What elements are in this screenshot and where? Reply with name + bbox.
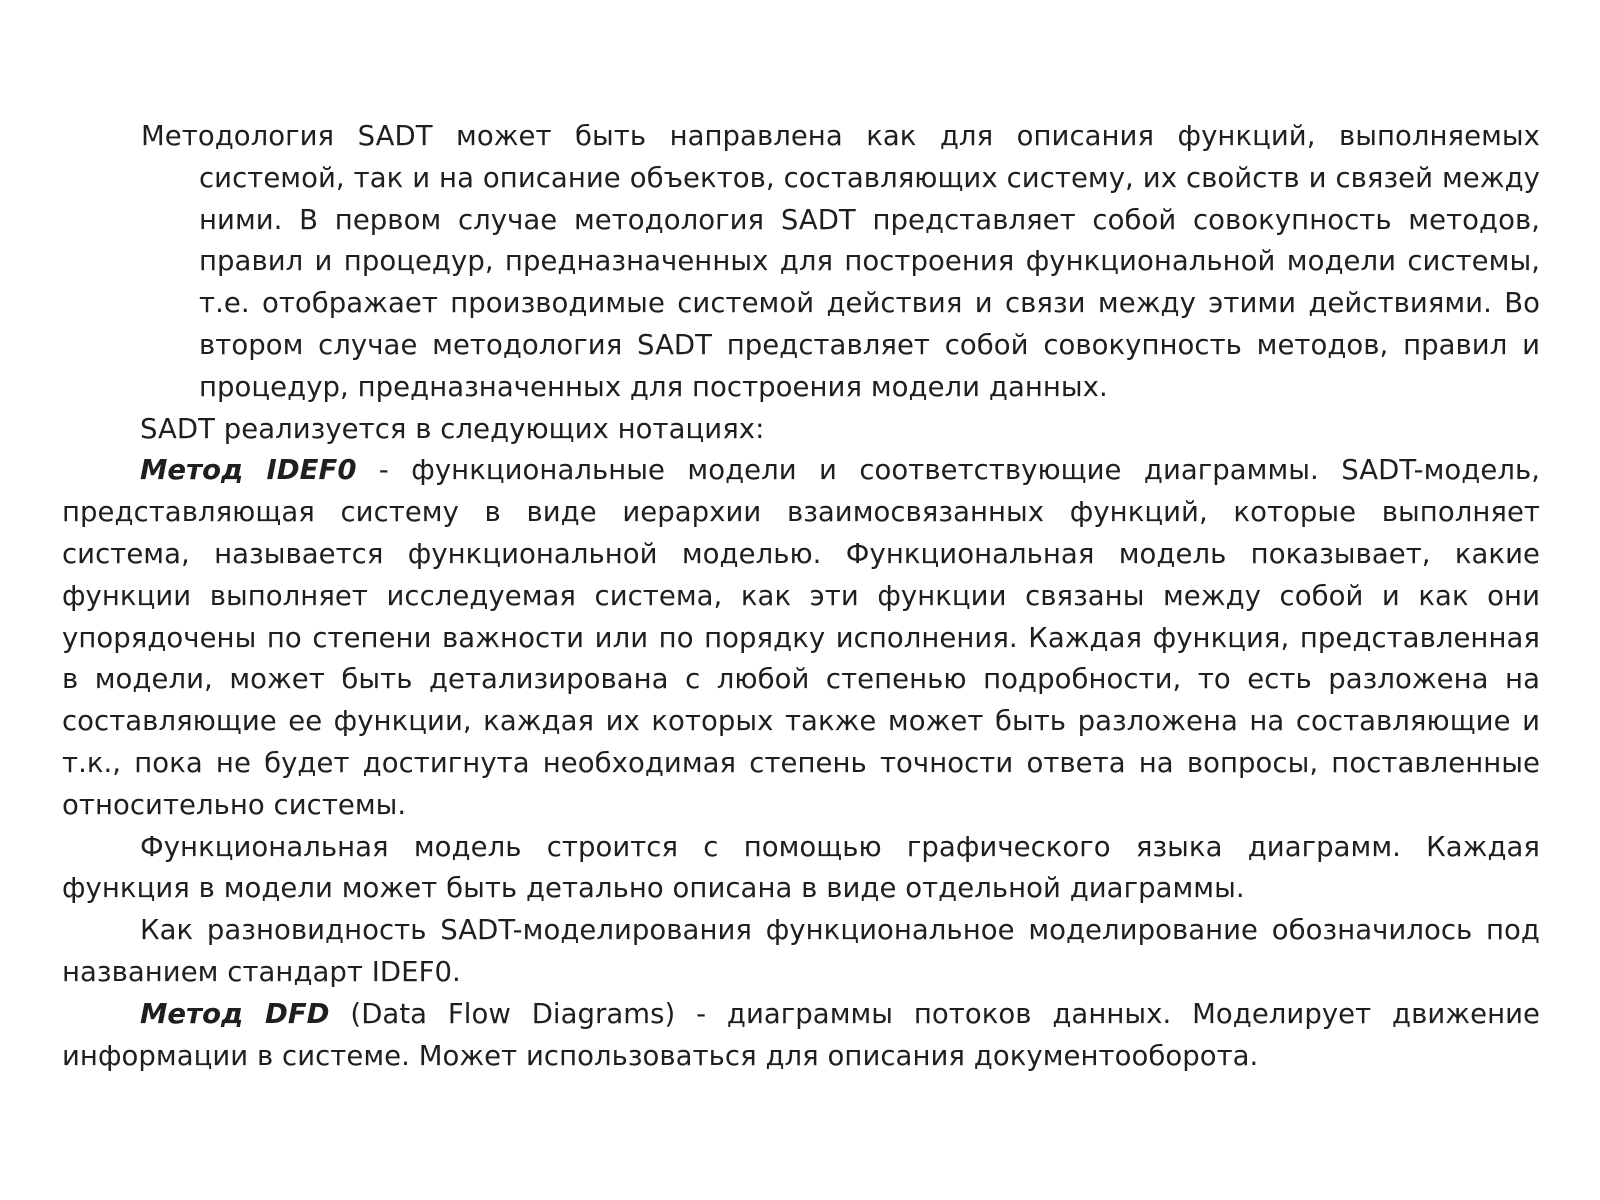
paragraph-text: Функциональная модель строится с помощью графического языка диаграмм. Каждая функция в модели может быть детально описана в виде отдельной диаграммы. — [62, 830, 1540, 905]
paragraph-sadt-methodology — [62, 116, 1540, 409]
paragraph-idef0-standard — [62, 910, 1540, 994]
document-page — [62, 116, 1540, 1077]
paragraph-text: Как разновидность SADT-моделирования функциональное моделирование обозначилось под названием стандарт IDEF0. — [62, 914, 1540, 988]
paragraph-text: SADT реализуется в следующих нотациях: — [140, 412, 765, 445]
paragraph-dfd — [62, 994, 1540, 1078]
term-idef0: Метод IDEF0 — [140, 454, 357, 487]
paragraph-functional-model — [62, 827, 1540, 911]
paragraph-sadt-notations — [62, 409, 1540, 451]
paragraph-idef0 — [62, 450, 1540, 826]
paragraph-text: Методология SADT может быть направлена как для описания функций, выполняемых системой, так и на описание объектов, составляющих систему, их свойств и связей между ними. В первом случае методология SADT представляет собой совокупность методов, правил и процедур, предназначенных для построения функциональной модели системы, т.е. отображает производимые системой действия и связи между этими действиями. Во втором случае методология SADT представляет собой совокупность методов, правил и процедур, предназначенных для построения модели данных. — [141, 120, 1540, 403]
paragraph-text: - функциональные модели и соответствующие диаграммы. SADT-модель, представляющая систему в виде иерархии взаимосвязанных функций, которые выполняет система, называется функциональной моделью. Функциональная модель показывает, какие функции выполняет исследуемая система, как эти функции связаны между собой и как они упорядочены по степени важности или по порядку исполнения. Каждая функция, представленная в модели, может быть детализирована с любой степенью подробности, то есть разложена на составляющие ее функции, каждая их которых также может быть разложена на составляющие и т.к., пока не будет достигнута необходимая степень точности ответа на вопросы, поставленные относительно системы. — [62, 454, 1540, 821]
term-dfd: Метод DFD — [140, 997, 330, 1030]
paragraph-text: (Data Flow Diagrams) - диаграммы потоков данных. Моделирует движение информации в системе. Может использоваться для описания документооборота. — [62, 997, 1540, 1072]
